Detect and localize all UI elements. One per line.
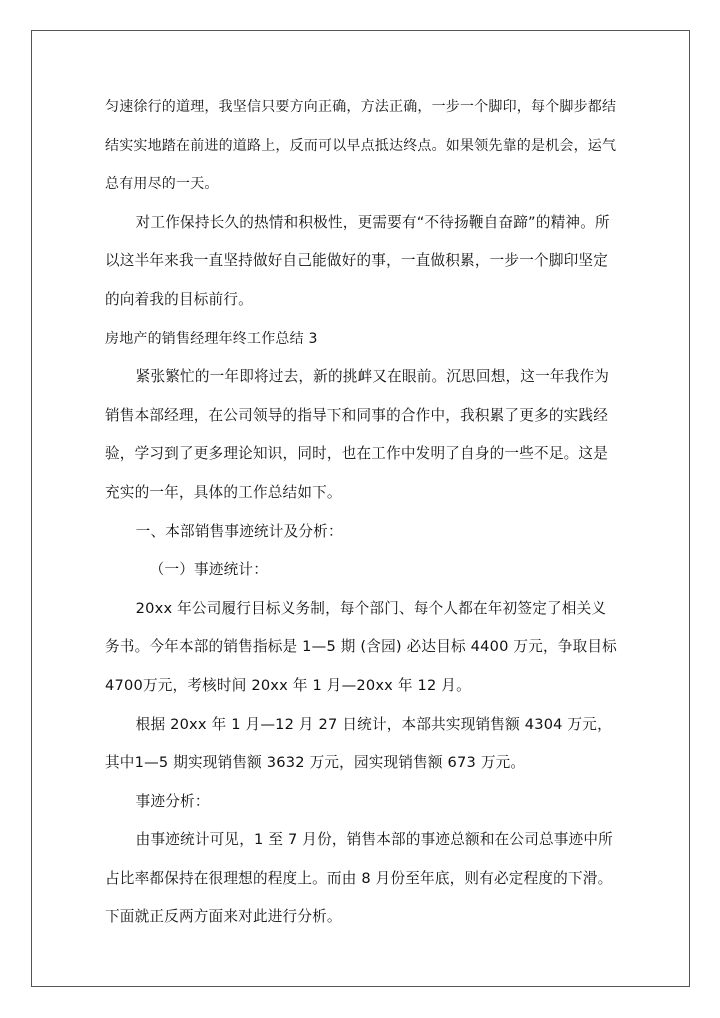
paragraph-5: 根据 20xx 年 1 月—12 月 27 日统计，本部共实现销售额 4304 万元，其中1—5 期实现销售额 3632 万元，园实现销售额 673 万元。	[105, 715, 612, 772]
subheading-2: （一）事迹统计：	[149, 561, 269, 579]
paragraph-3: 紧张繁忙的一年即将过去，新的挑衅又在眼前。沉思回想，这一年我作为销售本部经理，在公司领导的指导下和同事的合作中，我积累了更多的实践经验，学习到了更多理论知识，同时，也在工作中发明了自身的一些不足。这是充实的一年，具体的工作总结如下。	[105, 368, 610, 501]
document-body	[105, 88, 620, 937]
subheading-3: 事迹分析：	[135, 792, 210, 810]
paragraph-2: 对工作保持长久的热情和积极性，更需要有“不待扬鞭自奋蹄”的精神。所以这半年来我一直坚持做好自己能做好的事，一直做积累，一步一个脚印坚定的向着我的目标前行。	[105, 213, 610, 308]
section-heading: 房地产的销售经理年终工作总结 3	[105, 330, 318, 347]
subheading-1: 一、本部销售事迹统计及分析：	[135, 522, 343, 540]
paragraph-4: 20xx 年公司履行目标义务制，每个部门、每个人都在年初签定了相关义务书。今年本部的销售指标是 1—5 期 (含园) 必达目标 4400 万元，争取目标 4700万元，考核时间 20xx 年 1 月—20xx 年 12 月。	[105, 599, 617, 694]
paragraph-1: 匀速徐行的道理，我坚信只要方向正确，方法正确，一步一个脚印，每个脚步都结结实实地踏在前进的道路上，反而可以早点抵达终点。如果领先靠的是机会，运气总有用尽的一天。	[105, 99, 617, 193]
paragraph-6: 由事迹统计可见，1 至 7 月份，销售本部的事迹总额和在公司总事迹中所占比率都保持在很理想的程度上。而由 8 月份至年底，则有必定程度的下滑。下面就正反两方面来对此进行分析。	[105, 831, 613, 926]
